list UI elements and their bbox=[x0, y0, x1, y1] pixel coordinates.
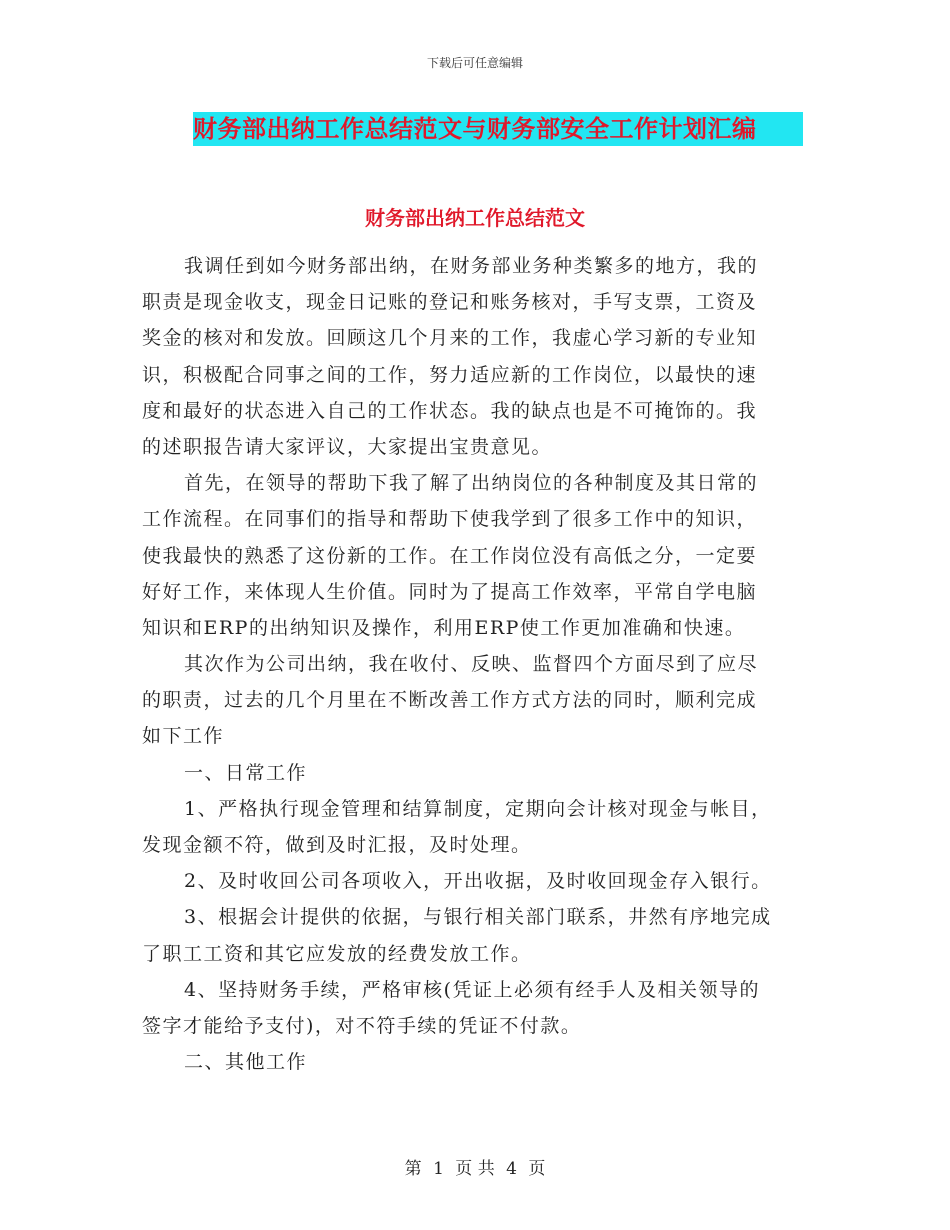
paragraph-line: 其次作为公司出纳，我在收付、反映、监督四个方面尽到了应尽 bbox=[184, 653, 759, 676]
header-note: 下载后可任意编辑 bbox=[426, 56, 523, 70]
list-heading: 一、日常工作 bbox=[184, 761, 308, 784]
list-item: 2、及时收回公司各项收入，开出收据，及时收回现金存入银行。 bbox=[184, 870, 772, 893]
paragraph-line: 职责是现金收支，现金日记账的登记和账务核对，手写支票，工资及 bbox=[142, 291, 758, 314]
total-pages: 4 bbox=[506, 1159, 517, 1179]
list-item: 3、根据会计提供的依据，与银行相关部门联系，井然有序地完成 bbox=[184, 906, 772, 929]
paragraph-line: 的述职报告请大家评议，大家提出宝贵意见。 bbox=[142, 435, 553, 458]
section-title: 财务部出纳工作总结范文 bbox=[365, 206, 585, 230]
page-label-prefix: 第 bbox=[404, 1159, 422, 1179]
paragraph-line: 我调任到如今财务部出纳，在财务部业务种类繁多的地方，我的 bbox=[184, 255, 759, 277]
list-item-continuation: 签字才能给予支付)，对不符手续的凭证不付款。 bbox=[142, 1014, 582, 1037]
paragraph-line: 知识和ERP的出纳知识及操作，利用ERP使工作更加准确和快速。 bbox=[142, 616, 746, 639]
paragraph-line: 奖金的核对和发放。回顾这几个月来的工作，我虚心学习新的专业知 bbox=[142, 327, 758, 350]
page-number: 1 bbox=[433, 1159, 444, 1179]
page-label-mid: 页 共 bbox=[455, 1159, 495, 1179]
list-item: 4、坚持财务手续，严格审核(凭证上必须有经手人及相关领导的 bbox=[184, 978, 761, 1001]
paragraph-line: 首先，在领导的帮助下我了解了出纳岗位的各种制度及其日常的 bbox=[184, 472, 759, 495]
paragraph-line: 如下工作 bbox=[142, 725, 225, 748]
list-item-continuation: 发现金额不符，做到及时汇报，及时处理。 bbox=[142, 834, 532, 856]
body-text bbox=[142, 248, 806, 1080]
paragraph-line: 好好工作，来体现人生价值。同时为了提高工作效率，平常自学电脑 bbox=[142, 580, 758, 603]
list-heading: 二、其他工作 bbox=[184, 1051, 308, 1074]
paragraph-line: 的职责，过去的几个月里在不断改善工作方式方法的同时，顺利完成 bbox=[142, 689, 758, 712]
list-item: 1、严格执行现金管理和结算制度，定期向会计核对现金与帐目， bbox=[184, 797, 772, 820]
paragraph-line: 工作流程。在同事们的指导和帮助下使我学到了很多工作中的知识， bbox=[142, 508, 758, 531]
paragraph-line: 识，积极配合同事之间的工作，努力适应新的工作岗位，以最快的速 bbox=[142, 363, 758, 386]
paragraph-line: 使我最快的熟悉了这份新的工作。在工作岗位没有高低之分，一定要 bbox=[142, 544, 758, 567]
paragraph-line: 度和最好的状态进入自己的工作状态。我的缺点也是不可掩饰的。我 bbox=[142, 399, 758, 422]
document-title: 财务部出纳工作总结范文与财务部安全工作计划汇编 bbox=[193, 115, 757, 143]
page-label-suffix: 页 bbox=[528, 1159, 546, 1179]
page-footer bbox=[0, 1154, 950, 1179]
list-item-continuation: 了职工工资和其它应发放的经费发放工作。 bbox=[142, 942, 532, 965]
